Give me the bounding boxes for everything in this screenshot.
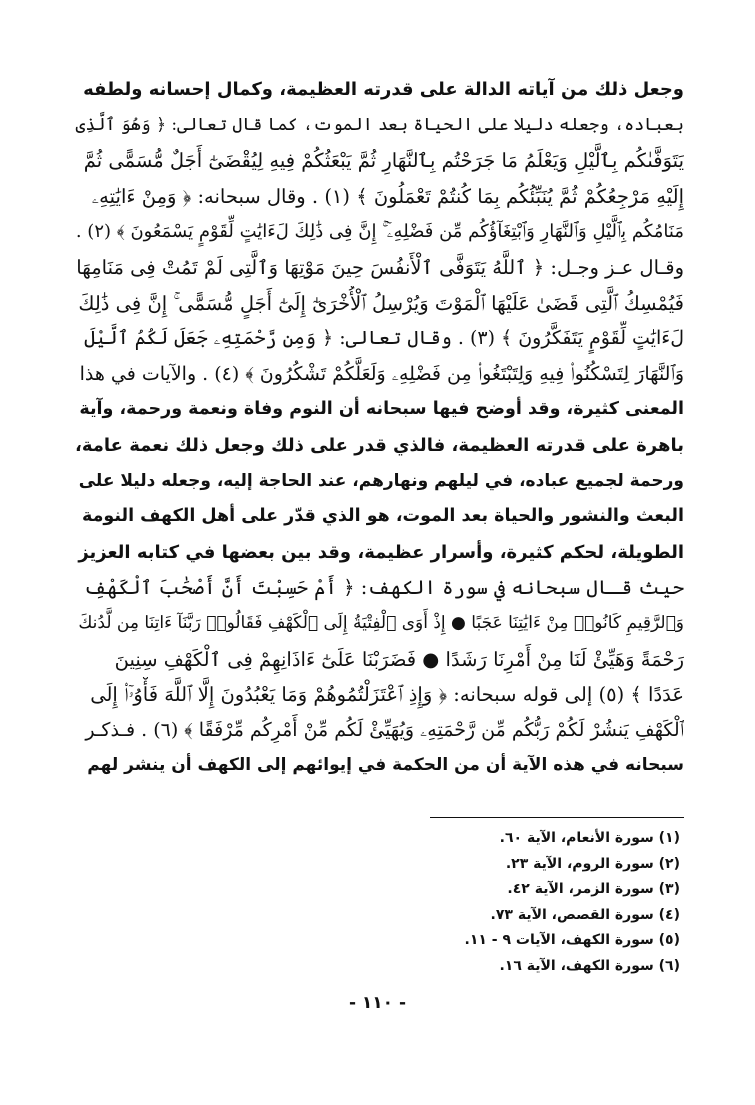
text-line: باهرة على قدرته العظيمة، فالذي قدر على ذلك وجعل ذلك نعمة عامة،	[75, 434, 684, 456]
quran-verse-line: وقـال عـز وجـل: ﴿ ٱللَّهُ يَتَوَفَّى ٱلْأَنفُسَ حِينَ مَوْتِهَا وَٱلَّتِى لَمْ تَمُتْ فِى مَنَامِهَا	[76, 255, 684, 279]
footnote: (١) سورة الأنعام، الآية ٦٠.	[499, 830, 680, 846]
quran-verse-line: وَٱلنَّهَارَ لِتَسْكُنُوا۟ فِيهِ وَلِتَبْتَغُوا۟ مِن فَضْلِهِۦ وَلَعَلَّكُمْ تَشْكُرُونَ ﴾ (٤) . والآيات في هذا	[79, 362, 684, 385]
quran-verse-line: رَحْمَةً وَهَيِّئْ لَنَا مِنْ أَمْرِنَا رَشَدًا ● فَضَرَبْنَا عَلَىٰٓ ءَاذَانِهِمْ فِى ٱلْكَهْفِ سِنِينَ	[114, 647, 684, 671]
footnote: (٤) سورة القصص، الآية ٧٣.	[490, 906, 680, 923]
quran-verse-line: لَءَايَٰتٍ لِّقَوْمٍ يَتَفَكَّرُونَ ﴾ (٣) . وقال تعالى: ﴿ وَمِن رَّحْمَتِهِۦ جَعَلَ لَكُمُ ٱلَّيْلَ	[84, 327, 684, 350]
quran-verse-line: مَنَامُكُم بِٱلَّيْلِ وَٱلنَّهَارِ وَٱبْتِغَآؤُكُم مِّن فَضْلِهِۦٓ ۚ إِنَّ فِى ذَٰلِكَ لَءَايَٰتٍ لِّقَوْمٍ يَسْمَعُونَ ﴾ (٢) .	[75, 221, 684, 243]
quran-verse-line: وَٱلرَّقِيمِ كَانُوا۟ مِنْ ءَايَٰتِنَا عَجَبًا ● إِذْ أَوَى ٱلْفِتْيَةُ إِلَى ٱلْكَهْفِ فَقَالُوا۟ رَبَّنَآ ءَاتِنَا مِن لَّدُنكَ	[78, 612, 684, 633]
text-line: ورحمة لجميع عباده، في ليلهم ونهارهم، عند الحاجة إليه، وجعله دليلا على	[78, 470, 684, 491]
text-line: سبحانه في هذه الآية أن من الحكمة في إيوائهم إلى الكهف أن ينشر لهم	[87, 755, 684, 776]
text-line: وجعل ذلك من آياته الدالة على قدرته العظيمة، وكمال إحسانه ولطفه	[83, 79, 684, 100]
text-line: حيث قـال سبحانه في سورة الكهف: ﴿ أَمْ حَسِبْتَ أَنَّ أَصْحَٰبَ ٱلْكَهْفِ	[83, 576, 684, 600]
quran-verse-line: يَتَوَفَّىٰكُم بِٱلَّيْلِ وَيَعْلَمُ مَا جَرَحْتُم بِٱلنَّهَارِ ثُمَّ يَبْعَثُكُمْ فِيهِ لِيُقْضَىٰٓ أَجَلٌ مُّسَمًّى ثُمَّ	[83, 149, 684, 173]
text-line: بعباده، وجعله دليلا على الحياة بعد الموت، كما قال تعالى: ﴿ وَهُوَ ٱلَّذِى	[75, 114, 684, 135]
main-text	[74, 72, 684, 784]
quran-verse-line: ٱلْكَهْفِ يَنشُرْ لَكُمْ رَبُّكُم مِّن رَّحْمَتِهِۦ وَيُهَيِّئْ لَكُم مِّنْ أَمْرِكُم مِّرْفَقًا ﴾ (٦) . فـذكـر	[85, 718, 684, 741]
text-line: المعنى كثيرة، وقد أوضح فيها سبحانه أن النوم وفاة ونعمة ورحمة، وآية	[79, 399, 684, 420]
page-number: - ١١٠ -	[348, 993, 407, 1013]
footnote: (٦) سورة الكهف، الآية ١٦.	[499, 957, 680, 974]
quran-verse-line: فَيُمْسِكُ ٱلَّتِى قَضَىٰ عَلَيْهَا ٱلْمَوْتَ وَيُرْسِلُ ٱلْأُخْرَىٰٓ إِلَىٰٓ أَجَلٍ مُّسَمًّى ۚ إِنَّ فِى ذَٰلِكَ	[78, 291, 684, 315]
footnotes-list	[74, 826, 684, 979]
footnote: (٢) سورة الروم، الآية ٢٣.	[505, 855, 680, 872]
footnote: (٥) سورة الكهف، الآيات ٩ - ١١.	[464, 932, 680, 948]
quran-verse-line: إِلَيْهِ مَرْجِعُكُمْ ثُمَّ يُنَبِّئُكُم بِمَا كُنتُمْ تَعْمَلُونَ ﴾ (١) . وقال سبحانه: ﴿ وَمِنْ ءَايَٰتِهِۦ	[91, 184, 684, 208]
footnote-separator	[430, 817, 684, 818]
text-line: الطويلة، لحكم كثيرة، وأسرار عظيمة، وقد بين بعضها في كتابه العزيز	[78, 541, 684, 563]
text-line: البعث والنشور والحياة بعد الموت، هو الذي قدّر على أهل الكهف النومة	[81, 506, 684, 527]
footnote: (٣) سورة الزمر، الآية ٤٢.	[507, 881, 680, 897]
quran-verse-line: عَدَدًا ﴾ (٥) إلى قوله سبحانه: ﴿ وَإِذِ ٱعْتَزَلْتُمُوهُمْ وَمَا يَعْبُدُونَ إِلَّا ٱللَّهَ فَأْوُۥٓا۟ إِلَى	[90, 683, 684, 707]
